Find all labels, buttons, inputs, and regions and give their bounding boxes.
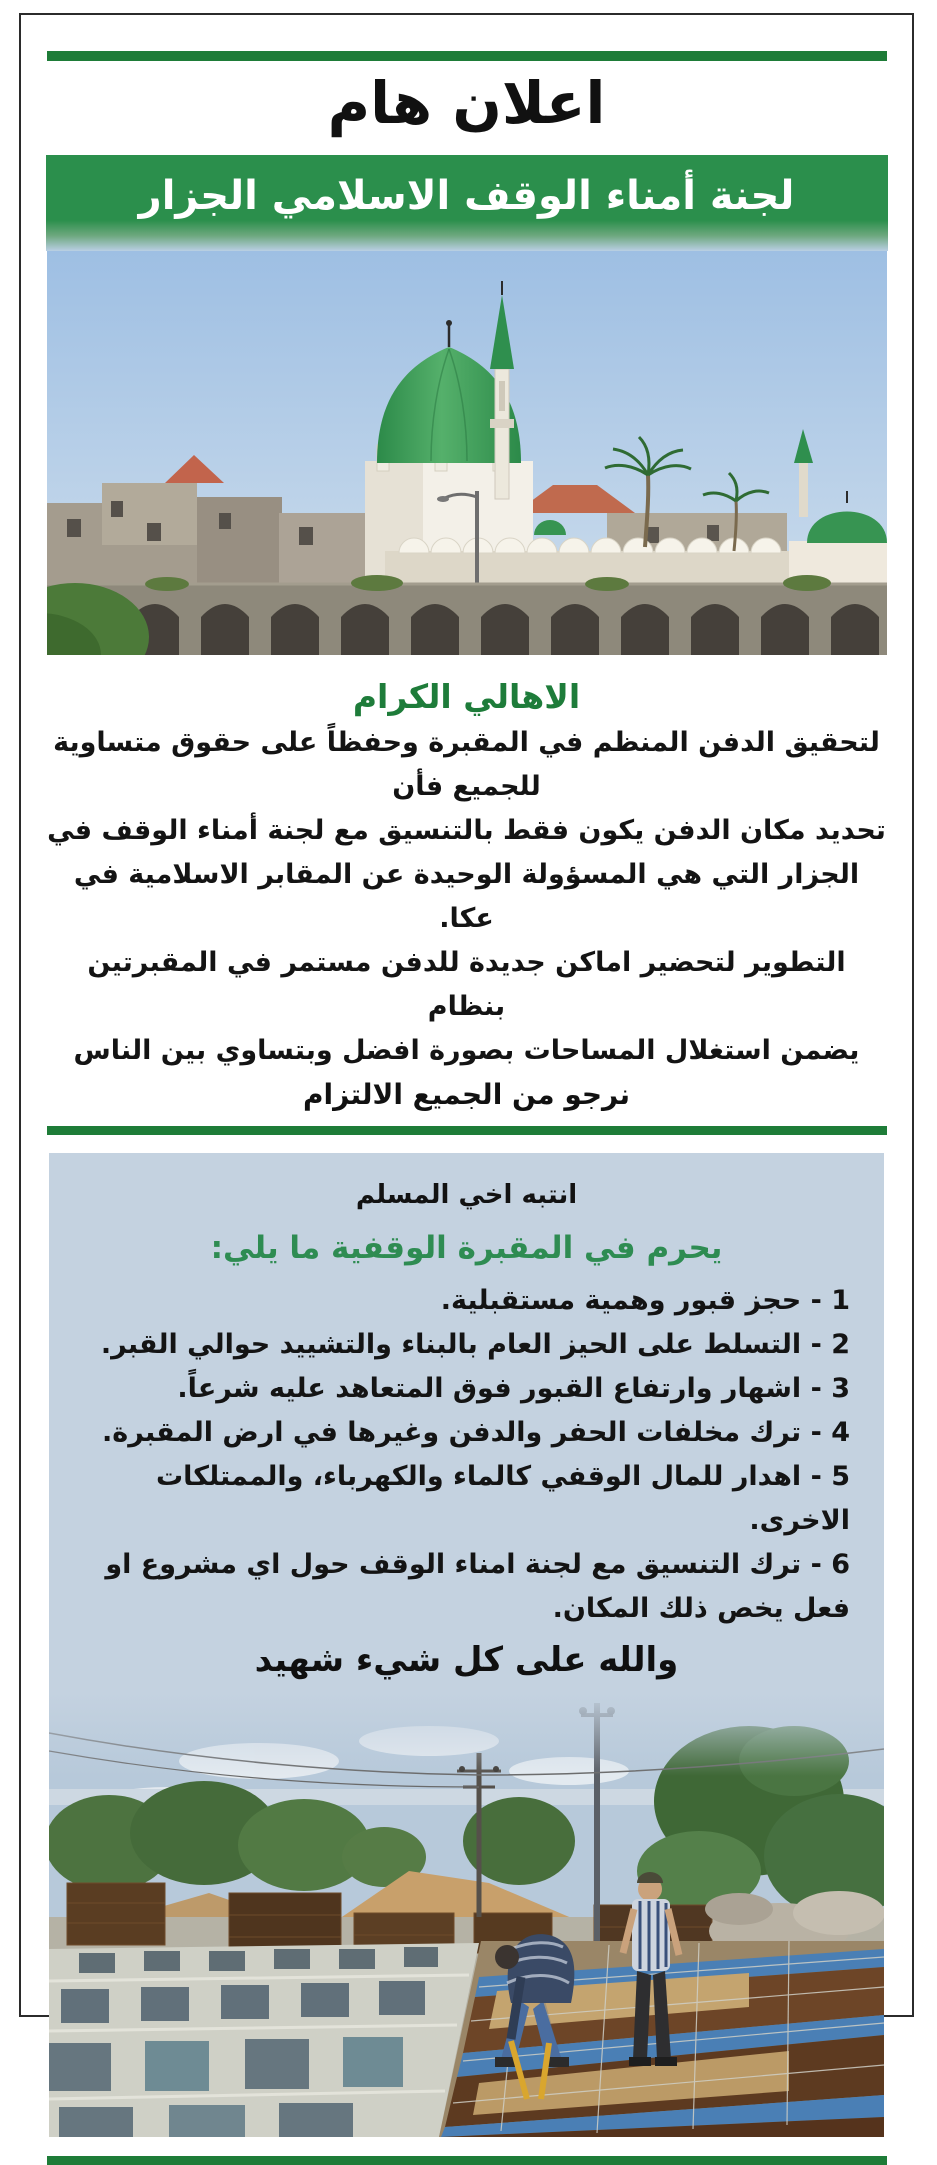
- greeting-paragraph: [47, 721, 887, 1073]
- greeting-heading: الاهالي الكرام: [352, 677, 581, 716]
- paragraph-line: يضمن استغلال المساحات بصورة افضل وبتساوي بين الناس: [73, 1035, 860, 1066]
- construction-photo: [49, 1691, 884, 2137]
- mosque-photo: [47, 251, 887, 655]
- forbidden-heading: يحرم في المقبرة الوقفية ما يلي:: [210, 1230, 723, 1266]
- committee-banner-label: لجنة أمناء الوقف الاسلامي الجزار: [138, 173, 795, 219]
- attention-line: انتبه اخي المسلم: [355, 1180, 578, 1210]
- paragraph-line: لتحقيق الدفن المنظم في المقبرة وحفظاً على حقوق متساوية للجميع فأن: [53, 727, 880, 802]
- construction-photo-wrapper: [49, 1691, 884, 2137]
- paragraph-line: تحديد مكان الدفن يكون فقط بالتنسيق مع لجنة أمناء الوقف في: [47, 815, 886, 846]
- closing-request: نرجو من الجميع الالتزام: [303, 1078, 630, 1111]
- forbidden-item-5: 5 - اهدار للمال الوقفي كالماء والكهرباء، والممتلكات الاخرى.: [156, 1461, 850, 1536]
- bottom-green-rule: [47, 2156, 887, 2165]
- page-title: اعلان هام: [327, 69, 606, 137]
- forbidden-item-1: 1 - حجز قبور وهمية مستقبلية.: [440, 1285, 850, 1316]
- concrete-grave-grid: [49, 1943, 479, 2137]
- forbidden-list: [79, 1279, 850, 1631]
- forbidden-item-3: 3 - اشهار وارتفاع القبور فوق المتعاهد عليه شرعاً.: [177, 1373, 850, 1404]
- paragraph-line: الجزار التي هي المسؤولة الوحيدة عن المقابر الاسلامية في عكا.: [73, 859, 860, 934]
- old-city-arcade: [47, 575, 887, 655]
- page-border: [19, 13, 914, 2017]
- quran-verse-calligraphy: والله على كل شيء شهيد: [254, 1640, 679, 1680]
- section-divider-rule: [47, 1126, 887, 1135]
- committee-banner: [46, 155, 888, 251]
- notice-box: [49, 1153, 884, 2137]
- paragraph-line: التطوير لتحضير اماكن جديدة للدفن مستمر في المقبرتين بنظام: [87, 947, 846, 1022]
- forbidden-item-6: 6 - ترك التنسيق مع لجنة امناء الوقف حول اي مشروع او فعل يخص ذلك المكان.: [105, 1549, 850, 1624]
- forbidden-item-4: 4 - ترك مخلفات الحفر والدفن وغيرها في ارض المقبرة.: [102, 1417, 850, 1448]
- forbidden-item-2: 2 - التسلط على الحيز العام بالبناء والتشييد حوالي القبر.: [100, 1329, 850, 1360]
- top-green-rule: [47, 51, 887, 61]
